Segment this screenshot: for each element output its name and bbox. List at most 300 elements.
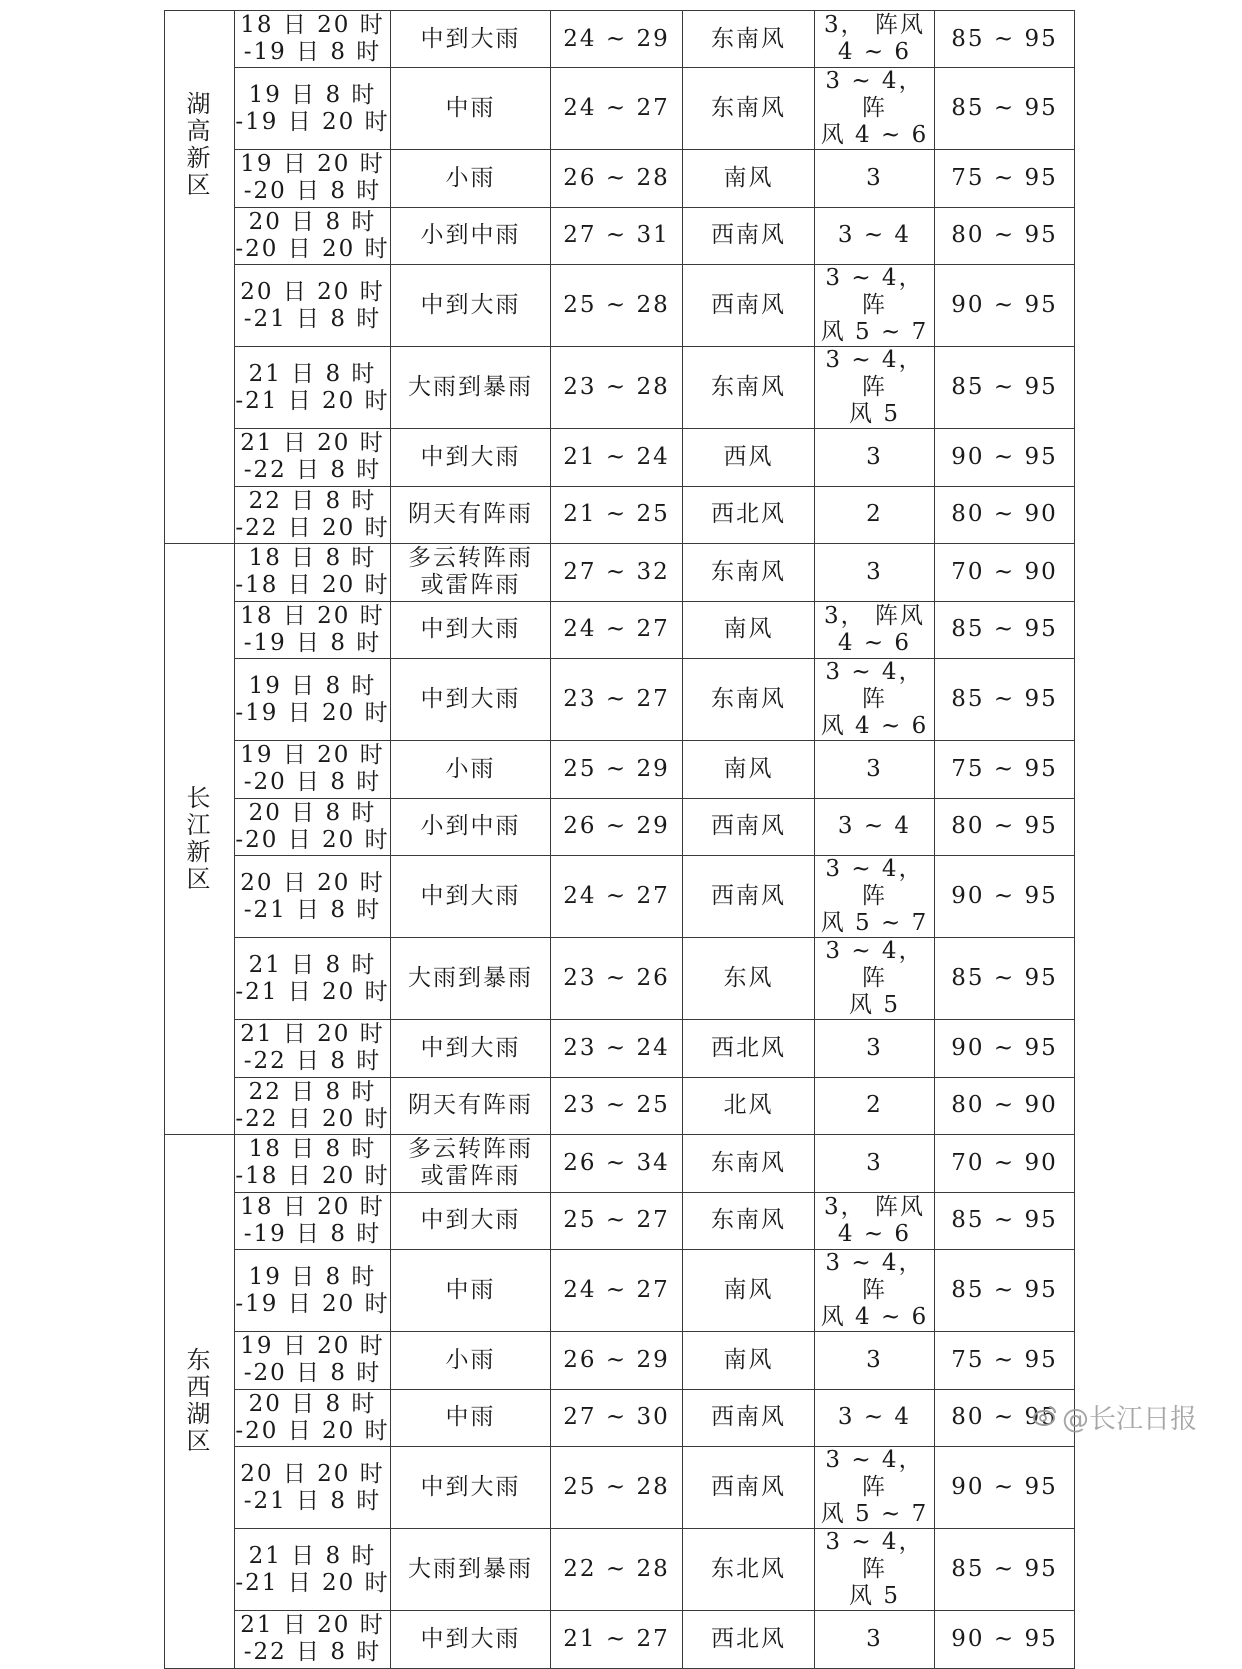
table-row xyxy=(165,11,1075,68)
temperature-cell: 25 ~ 28 xyxy=(551,1447,683,1529)
table-row xyxy=(165,68,1075,150)
humidity-cell: 90 ~ 95 xyxy=(935,856,1075,938)
wind-direction-cell: 西北风 xyxy=(683,486,815,544)
wind-force-cell-line: 3 xyxy=(866,1625,883,1652)
weather-cell-line: 多云转阵雨 xyxy=(408,545,533,572)
weather-cell xyxy=(391,486,551,544)
wind-force-cell xyxy=(815,1332,935,1390)
wind-force-cell-line: 3 xyxy=(866,1034,883,1061)
table-row xyxy=(165,741,1075,799)
area-name: 东西湖区 xyxy=(186,1346,213,1456)
wind-force-cell xyxy=(815,265,935,347)
weather-cell-line: 中到大雨 xyxy=(420,25,521,52)
weather-cell-line: 中到大雨 xyxy=(420,443,521,470)
temperature-cell: 21 ~ 24 xyxy=(551,429,683,487)
period-cell-line: -21 日 8 时 xyxy=(243,896,382,923)
wind-force-cell-line: 3 ~ 4 xyxy=(837,1404,912,1431)
temperature-cell: 22 ~ 28 xyxy=(551,1529,683,1611)
period-cell-line: 20 日 8 时 xyxy=(248,208,377,235)
humidity-cell: 80 ~ 90 xyxy=(935,486,1075,544)
temperature-cell: 25 ~ 27 xyxy=(551,1192,683,1250)
weather-cell-line: 小雨 xyxy=(445,755,496,782)
temperature-cell: 26 ~ 28 xyxy=(551,150,683,208)
wind-direction-cell: 西风 xyxy=(683,429,815,487)
period-cell-line: 22 日 8 时 xyxy=(248,1078,377,1105)
wind-direction-cell: 北风 xyxy=(683,1077,815,1135)
period-cell xyxy=(235,798,391,856)
wind-force-cell-line: 3 xyxy=(866,1149,883,1176)
temperature-cell: 25 ~ 28 xyxy=(551,265,683,347)
table-row xyxy=(165,486,1075,544)
weather-cell-line: 大雨到暴雨 xyxy=(408,965,533,991)
wind-force-cell-line: 风 4 ~ 6 xyxy=(820,1304,929,1330)
period-cell xyxy=(235,1611,391,1669)
period-cell-line: -20 日 8 时 xyxy=(243,178,382,205)
period-cell xyxy=(235,1077,391,1135)
period-cell-line: 19 日 8 时 xyxy=(248,672,377,699)
humidity-cell: 90 ~ 95 xyxy=(935,429,1075,487)
period-cell xyxy=(235,486,391,544)
wind-direction-cell: 东南风 xyxy=(683,1192,815,1250)
weather-cell xyxy=(391,856,551,938)
wind-direction-cell: 东北风 xyxy=(683,1529,815,1611)
weather-cell xyxy=(391,659,551,741)
table-row xyxy=(165,1020,1075,1078)
wind-direction-cell: 西北风 xyxy=(683,1611,815,1669)
period-cell-line: -21 日 20 时 xyxy=(235,978,390,1005)
table-row xyxy=(165,938,1075,1020)
table-row xyxy=(165,1529,1075,1611)
area-name: 湖高新区 xyxy=(186,90,213,199)
humidity-cell: 85 ~ 95 xyxy=(935,11,1075,68)
weather-cell-line: 小雨 xyxy=(445,164,496,191)
period-cell-line: 19 日 20 时 xyxy=(240,742,385,769)
period-cell-line: -21 日 8 时 xyxy=(243,1487,382,1514)
weather-cell xyxy=(391,1389,551,1447)
wind-force-cell-line: 3 xyxy=(866,558,883,585)
period-cell-line: 18 日 20 时 xyxy=(240,1193,385,1220)
wind-force-cell xyxy=(815,1611,935,1669)
wind-force-cell xyxy=(815,486,935,544)
wind-direction-cell: 南风 xyxy=(683,1250,815,1332)
period-cell xyxy=(235,207,391,265)
wind-direction-cell: 西南风 xyxy=(683,856,815,938)
wind-direction-cell: 东风 xyxy=(683,938,815,1020)
weather-cell xyxy=(391,1529,551,1611)
period-cell-line: -20 日 20 时 xyxy=(235,826,390,853)
period-cell xyxy=(235,659,391,741)
weather-cell xyxy=(391,68,551,150)
period-cell-line: -19 日 8 时 xyxy=(243,629,382,656)
table-row xyxy=(165,798,1075,856)
wind-direction-cell: 东南风 xyxy=(683,544,815,602)
weather-cell-line: 中雨 xyxy=(445,1404,496,1431)
wind-force-cell xyxy=(815,1135,935,1193)
period-cell-line: -20 日 8 时 xyxy=(243,1360,382,1387)
humidity-cell: 70 ~ 90 xyxy=(935,1135,1075,1193)
wind-force-cell-line: 3 ~ 4， 阵 xyxy=(825,265,924,318)
period-cell-line: 20 日 20 时 xyxy=(240,1460,385,1487)
wind-force-cell xyxy=(815,11,935,68)
area-name: 长江新区 xyxy=(186,784,213,893)
period-cell-line: -19 日 20 时 xyxy=(235,699,390,726)
wind-direction-cell: 东南风 xyxy=(683,11,815,68)
period-cell xyxy=(235,1135,391,1193)
period-cell-line: 20 日 8 时 xyxy=(248,799,377,826)
watermark xyxy=(1032,1398,1232,1434)
wind-force-cell-line: 3 xyxy=(866,755,883,782)
period-cell xyxy=(235,265,391,347)
weather-cell-line: 阴天有阵雨 xyxy=(408,501,533,528)
period-cell xyxy=(235,1020,391,1078)
wind-force-cell-line: 风 4 ~ 6 xyxy=(820,713,929,739)
wind-direction-cell: 南风 xyxy=(683,1332,815,1390)
wind-direction-cell: 东南风 xyxy=(683,68,815,150)
humidity-cell: 80 ~ 95 xyxy=(935,1389,1075,1447)
period-cell-line: -22 日 20 时 xyxy=(235,1105,390,1132)
wind-force-cell-line: 3 ~ 4， 阵 xyxy=(825,856,924,909)
humidity-cell: 85 ~ 95 xyxy=(935,68,1075,150)
table-row xyxy=(165,1135,1075,1193)
wind-force-cell xyxy=(815,68,935,150)
period-cell xyxy=(235,150,391,208)
temperature-cell: 21 ~ 25 xyxy=(551,486,683,544)
weather-cell-line: 中雨 xyxy=(445,1277,496,1303)
humidity-cell: 70 ~ 90 xyxy=(935,544,1075,602)
period-cell-line: -21 日 20 时 xyxy=(235,1569,390,1596)
temperature-cell: 24 ~ 29 xyxy=(551,11,683,68)
wind-force-cell-line: 2 xyxy=(866,1092,883,1119)
wind-force-cell-line: 风 5 ~ 7 xyxy=(820,1501,929,1527)
weather-cell xyxy=(391,207,551,265)
period-cell-line: 22 日 8 时 xyxy=(248,487,377,514)
period-cell-line: 21 日 20 时 xyxy=(240,430,385,457)
wind-force-cell xyxy=(815,1250,935,1332)
period-cell-line: -22 日 20 时 xyxy=(235,514,390,541)
weather-cell xyxy=(391,1447,551,1529)
wind-direction-cell: 西南风 xyxy=(683,1447,815,1529)
table-row xyxy=(165,1447,1075,1529)
wind-force-cell-line: 3 ~ 4， 阵 xyxy=(825,938,924,991)
period-cell-line: 21 日 20 时 xyxy=(240,1021,385,1048)
period-cell xyxy=(235,1389,391,1447)
area-cell xyxy=(165,1135,235,1669)
period-cell-line: -18 日 20 时 xyxy=(235,1163,390,1190)
weather-cell xyxy=(391,1332,551,1390)
wind-direction-cell: 南风 xyxy=(683,150,815,208)
wind-force-cell xyxy=(815,544,935,602)
weibo-icon xyxy=(1032,1403,1058,1429)
weather-cell-line: 阴天有阵雨 xyxy=(408,1092,533,1119)
weather-cell-line: 小雨 xyxy=(445,1346,496,1373)
period-cell xyxy=(235,856,391,938)
wind-direction-cell: 东南风 xyxy=(683,659,815,741)
period-cell-line: 18 日 20 时 xyxy=(240,12,385,38)
weather-cell-line: 或雷阵雨 xyxy=(420,572,521,599)
period-cell xyxy=(235,601,391,659)
period-cell-line: -19 日 8 时 xyxy=(243,1220,382,1247)
table-row xyxy=(165,659,1075,741)
table-row xyxy=(165,544,1075,602)
wind-force-cell xyxy=(815,856,935,938)
temperature-cell: 27 ~ 30 xyxy=(551,1389,683,1447)
table-row xyxy=(165,1250,1075,1332)
period-cell xyxy=(235,938,391,1020)
period-cell xyxy=(235,1447,391,1529)
weather-cell-line: 中雨 xyxy=(445,95,496,121)
weather-cell-line: 中到大雨 xyxy=(420,1034,521,1061)
weather-cell-line: 多云转阵雨 xyxy=(408,1136,533,1163)
period-cell-line: 21 日 8 时 xyxy=(248,951,377,978)
weather-cell-line: 中到大雨 xyxy=(420,1474,521,1500)
wind-force-cell xyxy=(815,1192,935,1250)
wind-force-cell-line: 3 ~ 4， 阵 xyxy=(825,1250,924,1303)
watermark-text: @长江日报 xyxy=(1062,1403,1197,1435)
humidity-cell: 85 ~ 95 xyxy=(935,1250,1075,1332)
temperature-cell: 27 ~ 31 xyxy=(551,207,683,265)
temperature-cell: 23 ~ 27 xyxy=(551,659,683,741)
period-cell xyxy=(235,544,391,602)
temperature-cell: 24 ~ 27 xyxy=(551,856,683,938)
wind-direction-cell: 西南风 xyxy=(683,798,815,856)
period-cell-line: 21 日 8 时 xyxy=(248,1542,377,1569)
temperature-cell: 23 ~ 25 xyxy=(551,1077,683,1135)
humidity-cell: 75 ~ 95 xyxy=(935,741,1075,799)
humidity-cell: 75 ~ 95 xyxy=(935,150,1075,208)
weather-cell xyxy=(391,1135,551,1193)
wind-force-cell-line: 3 ~ 4 xyxy=(837,813,912,840)
wind-force-cell xyxy=(815,207,935,265)
table-row xyxy=(165,601,1075,659)
area-cell xyxy=(165,544,235,1135)
wind-force-cell xyxy=(815,798,935,856)
humidity-cell: 90 ~ 95 xyxy=(935,265,1075,347)
weather-cell xyxy=(391,1192,551,1250)
period-cell-line: 20 日 20 时 xyxy=(240,869,385,896)
period-cell-line: -21 日 20 时 xyxy=(235,387,390,414)
period-cell-line: -22 日 8 时 xyxy=(243,457,382,484)
weather-cell xyxy=(391,601,551,659)
wind-force-cell-line: 风 5 xyxy=(849,992,900,1018)
weather-cell xyxy=(391,1020,551,1078)
wind-force-cell xyxy=(815,150,935,208)
temperature-cell: 23 ~ 28 xyxy=(551,347,683,429)
wind-force-cell-line: 3 xyxy=(866,443,883,470)
period-cell-line: 21 日 20 时 xyxy=(240,1612,385,1639)
wind-force-cell-line: 3 xyxy=(866,164,883,191)
wind-force-cell-line: 4 ~ 6 xyxy=(837,629,912,656)
weather-cell-line: 大雨到暴雨 xyxy=(408,1556,533,1582)
wind-force-cell-line: 4 ~ 6 xyxy=(837,1220,912,1247)
period-cell-line: 20 日 8 时 xyxy=(248,1390,377,1417)
weather-cell xyxy=(391,429,551,487)
period-cell-line: -19 日 8 时 xyxy=(243,39,382,65)
period-cell-line: 18 日 8 时 xyxy=(248,545,377,572)
wind-force-cell-line: 3， 阵风 xyxy=(824,602,925,629)
table-row xyxy=(165,150,1075,208)
wind-force-cell-line: 4 ~ 6 xyxy=(837,39,912,65)
humidity-cell: 80 ~ 90 xyxy=(935,1077,1075,1135)
table-row xyxy=(165,1611,1075,1669)
wind-force-cell-line: 3 ~ 4， 阵 xyxy=(825,1447,924,1500)
wind-force-cell-line: 风 5 ~ 7 xyxy=(820,910,929,936)
weather-cell-line: 中到大雨 xyxy=(420,883,521,909)
humidity-cell: 90 ~ 95 xyxy=(935,1447,1075,1529)
weather-cell-line: 或雷阵雨 xyxy=(420,1163,521,1190)
period-cell-line: -19 日 20 时 xyxy=(235,1290,390,1317)
wind-force-cell-line: 3， 阵风 xyxy=(824,1193,925,1220)
table-row xyxy=(165,347,1075,429)
temperature-cell: 24 ~ 27 xyxy=(551,68,683,150)
temperature-cell: 27 ~ 32 xyxy=(551,544,683,602)
humidity-cell: 75 ~ 95 xyxy=(935,1332,1075,1390)
table-row xyxy=(165,1332,1075,1390)
weather-cell xyxy=(391,1250,551,1332)
humidity-cell: 90 ~ 95 xyxy=(935,1611,1075,1669)
wind-force-cell-line: 3 ~ 4， 阵 xyxy=(825,659,924,712)
wind-force-cell xyxy=(815,1447,935,1529)
period-cell-line: 19 日 20 时 xyxy=(240,1333,385,1360)
weather-cell-line: 中到大雨 xyxy=(420,1207,521,1234)
table-row xyxy=(165,1192,1075,1250)
weather-cell xyxy=(391,11,551,68)
weather-cell-line: 小到中雨 xyxy=(420,813,521,840)
weather-cell xyxy=(391,741,551,799)
period-cell-line: 19 日 8 时 xyxy=(248,1263,377,1290)
table-row xyxy=(165,207,1075,265)
weather-cell xyxy=(391,265,551,347)
wind-force-cell xyxy=(815,938,935,1020)
period-cell xyxy=(235,1250,391,1332)
humidity-cell: 85 ~ 95 xyxy=(935,1192,1075,1250)
period-cell xyxy=(235,429,391,487)
wind-force-cell xyxy=(815,659,935,741)
period-cell-line: 18 日 8 时 xyxy=(248,1136,377,1163)
weather-cell xyxy=(391,150,551,208)
wind-force-cell-line: 3 ~ 4， 阵 xyxy=(825,68,924,121)
table-row xyxy=(165,856,1075,938)
wind-force-cell-line: 3， 阵风 xyxy=(824,12,925,38)
weather-cell xyxy=(391,544,551,602)
wind-force-cell-line: 3 ~ 4， 阵 xyxy=(825,1529,924,1582)
period-cell xyxy=(235,1192,391,1250)
table-row xyxy=(165,1077,1075,1135)
temperature-cell: 24 ~ 27 xyxy=(551,1250,683,1332)
period-cell xyxy=(235,347,391,429)
period-cell-line: -19 日 20 时 xyxy=(235,108,390,135)
period-cell-line: -18 日 20 时 xyxy=(235,572,390,599)
area-cell xyxy=(165,11,235,544)
weather-cell-line: 中到大雨 xyxy=(420,1625,521,1652)
period-cell-line: 21 日 8 时 xyxy=(248,360,377,387)
period-cell-line: 19 日 8 时 xyxy=(248,81,377,108)
table-row xyxy=(165,429,1075,487)
wind-direction-cell: 东南风 xyxy=(683,347,815,429)
temperature-cell: 26 ~ 29 xyxy=(551,1332,683,1390)
wind-force-cell-line: 3 ~ 4 xyxy=(837,222,912,249)
wind-force-cell-line: 风 4 ~ 6 xyxy=(820,122,929,148)
temperature-cell: 24 ~ 27 xyxy=(551,601,683,659)
weather-cell-line: 中到大雨 xyxy=(420,686,521,712)
wind-direction-cell: 西北风 xyxy=(683,1020,815,1078)
wind-force-cell-line: 2 xyxy=(866,501,883,528)
temperature-cell: 25 ~ 29 xyxy=(551,741,683,799)
wind-direction-cell: 东南风 xyxy=(683,1135,815,1193)
temperature-cell: 26 ~ 34 xyxy=(551,1135,683,1193)
humidity-cell: 85 ~ 95 xyxy=(935,601,1075,659)
wind-direction-cell: 西南风 xyxy=(683,1389,815,1447)
period-cell xyxy=(235,1332,391,1390)
humidity-cell: 80 ~ 95 xyxy=(935,207,1075,265)
weather-cell xyxy=(391,798,551,856)
wind-force-cell-line: 风 5 ~ 7 xyxy=(820,319,929,345)
period-cell-line: -20 日 20 时 xyxy=(235,1417,390,1444)
period-cell-line: 19 日 20 时 xyxy=(240,151,385,178)
wind-force-cell-line: 风 5 xyxy=(849,1583,900,1609)
weather-cell-line: 中到大雨 xyxy=(420,616,521,643)
humidity-cell: 85 ~ 95 xyxy=(935,347,1075,429)
forecast-table-body xyxy=(165,11,1075,1669)
weather-cell-line: 小到中雨 xyxy=(420,222,521,249)
humidity-cell: 85 ~ 95 xyxy=(935,1529,1075,1611)
table-row xyxy=(165,265,1075,347)
weather-cell-line: 中到大雨 xyxy=(420,292,521,318)
wind-force-cell xyxy=(815,1020,935,1078)
temperature-cell: 23 ~ 24 xyxy=(551,1020,683,1078)
temperature-cell: 26 ~ 29 xyxy=(551,798,683,856)
weather-cell xyxy=(391,347,551,429)
wind-force-cell xyxy=(815,741,935,799)
temperature-cell: 23 ~ 26 xyxy=(551,938,683,1020)
period-cell-line: -22 日 8 时 xyxy=(243,1639,382,1666)
wind-force-cell xyxy=(815,1529,935,1611)
period-cell-line: -22 日 8 时 xyxy=(243,1048,382,1075)
period-cell-line: 18 日 20 时 xyxy=(240,602,385,629)
weather-cell xyxy=(391,938,551,1020)
wind-force-cell xyxy=(815,1389,935,1447)
weather-cell xyxy=(391,1077,551,1135)
period-cell xyxy=(235,11,391,68)
wind-direction-cell: 西南风 xyxy=(683,265,815,347)
wind-force-cell xyxy=(815,601,935,659)
temperature-cell: 21 ~ 27 xyxy=(551,1611,683,1669)
humidity-cell: 85 ~ 95 xyxy=(935,938,1075,1020)
weather-cell-line: 大雨到暴雨 xyxy=(408,374,533,400)
weather-cell xyxy=(391,1611,551,1669)
weather-forecast-table xyxy=(164,10,1075,1669)
wind-force-cell-line: 3 xyxy=(866,1346,883,1373)
table-row xyxy=(165,1389,1075,1447)
wind-force-cell xyxy=(815,347,935,429)
wind-force-cell-line: 3 ~ 4， 阵 xyxy=(825,347,924,400)
wind-force-cell xyxy=(815,1077,935,1135)
period-cell-line: -20 日 8 时 xyxy=(243,769,382,796)
humidity-cell: 80 ~ 95 xyxy=(935,798,1075,856)
period-cell-line: -21 日 8 时 xyxy=(243,305,382,332)
period-cell xyxy=(235,741,391,799)
wind-direction-cell: 南风 xyxy=(683,601,815,659)
wind-direction-cell: 西南风 xyxy=(683,207,815,265)
period-cell xyxy=(235,1529,391,1611)
humidity-cell: 85 ~ 95 xyxy=(935,659,1075,741)
period-cell-line: 20 日 20 时 xyxy=(240,278,385,305)
humidity-cell: 90 ~ 95 xyxy=(935,1020,1075,1078)
wind-force-cell-line: 风 5 xyxy=(849,401,900,427)
wind-direction-cell: 南风 xyxy=(683,741,815,799)
period-cell-line: -20 日 20 时 xyxy=(235,235,390,262)
period-cell xyxy=(235,68,391,150)
wind-force-cell xyxy=(815,429,935,487)
